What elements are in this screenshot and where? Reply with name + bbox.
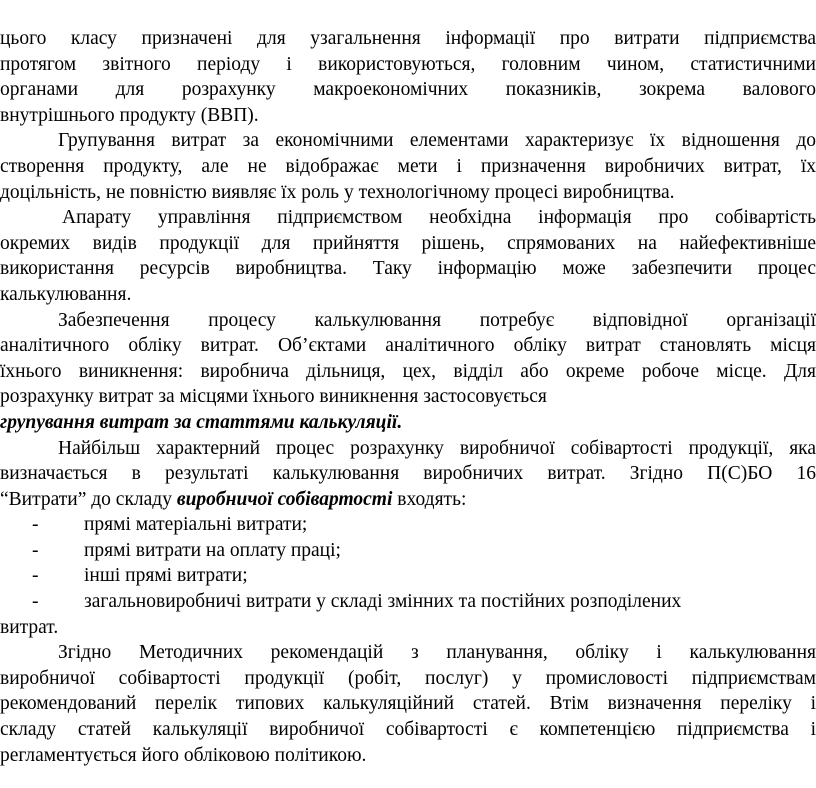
text-line: Забезпечення процесу калькулювання потребує відповідної організації — [58, 309, 816, 331]
text-line: окремих видів продукції для прийняття рішень, спрямованих на найефективніше — [0, 232, 816, 254]
list — [0, 512, 816, 640]
text-line: внутрішнього продукту (ВВП). — [0, 104, 259, 126]
text-line: створення продукту, але не відображає мети і призначення виробничих витрат, їх — [0, 155, 816, 177]
paragraph-1 — [0, 26, 816, 128]
text-span: “Витрати” до складу — [0, 488, 172, 510]
text-line: регламентується його обліковою політикою. — [0, 744, 367, 766]
text-line-with-emphasis — [0, 487, 816, 513]
paragraph-3 — [0, 205, 816, 307]
text-line: використання ресурсів виробництва. Таку інформацію може забезпечити процес — [0, 258, 816, 280]
list-dash: - — [32, 591, 39, 613]
list-item — [0, 512, 816, 538]
text-line: Апарату управління підприємством необхідна інформація про собівартість — [62, 207, 816, 229]
text-line: органами для розрахунку макроекономічних показників, зокрема валового — [0, 79, 816, 101]
text-line: Згідно Методичних рекомендацій з планування, обліку і калькулювання — [58, 642, 816, 664]
paragraph-5 — [0, 436, 816, 513]
list-dash: - — [32, 514, 39, 536]
paragraph-6 — [0, 640, 816, 768]
document-page — [0, 26, 816, 768]
text-line: Найбільш характерний процес розрахунку виробничої собівартості продукції, яка — [58, 437, 816, 459]
text-line: протягом звітного періоду і використовуються, головним чином, статистичними — [0, 53, 816, 75]
list-item-text: інші прямі витрати; — [84, 565, 248, 587]
list-dash: - — [32, 539, 39, 561]
list-dash: - — [32, 565, 39, 587]
list-item-text: прямі матеріальні витрати; — [84, 514, 308, 536]
text-line: розрахунку витрат за місцями їхнього виникнення застосовується — [0, 386, 547, 408]
text-span: входять: — [397, 488, 467, 510]
text-line: доцільність, не повністю виявляє їх роль у технологічному процесі виробництва. — [0, 181, 675, 203]
emphasis-line: групування витрат за статтями калькуляції. — [0, 411, 403, 433]
text-line: аналітичного обліку витрат. Об’єктами аналітичного обліку витрат становлять місця — [0, 335, 816, 357]
list-item — [0, 538, 816, 564]
paragraph-2 — [0, 128, 816, 205]
text-line: їхнього виникнення: виробнича дільниця, цех, відділ або окреме робоче місце. Для — [0, 360, 816, 382]
text-line: визначається в результаті калькулювання виробничих витрат. Згідно П(С)БО 16 — [0, 463, 816, 485]
text-line: Групування витрат за економічними елементами характеризує їх відношення до — [58, 130, 816, 152]
text-line: виробничої собівартості продукції (робіт, послуг) у промисловості підприємствам — [0, 667, 816, 689]
text-line: рекомендований перелік типових калькуляційний статей. Втім визначення переліку і — [0, 693, 816, 715]
list-item-text: загальновиробничі витрати у складі змінних та постійних розподілених — [84, 591, 682, 613]
list-item-text: прямі витрати на оплату праці; — [84, 539, 341, 561]
emphasis-span: виробничої собівартості — [176, 488, 393, 510]
text-line: цього класу призначені для узагальнення інформації про витрати підприємства — [0, 28, 816, 49]
text-line: складу статей калькуляції виробничої собівартості є компетенцією підприємства і — [0, 719, 816, 741]
list-item — [0, 589, 816, 615]
list-item — [0, 563, 816, 589]
list-item-continuation: витрат. — [0, 616, 59, 638]
text-line: калькулювання. — [0, 283, 132, 305]
paragraph-4 — [0, 308, 816, 436]
